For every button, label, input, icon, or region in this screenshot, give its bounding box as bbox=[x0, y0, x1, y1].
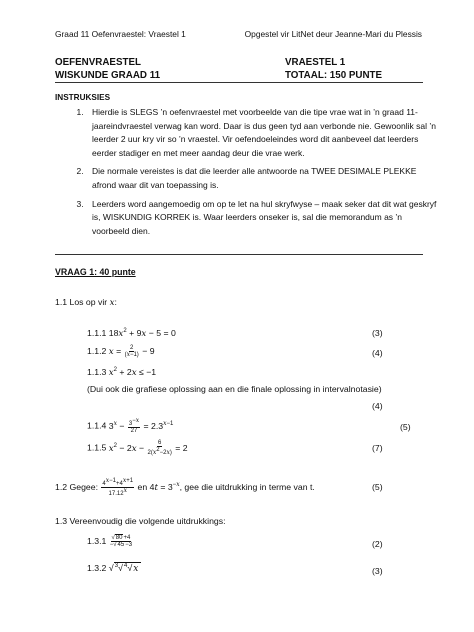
instructions-list bbox=[70, 106, 438, 243]
question-1-1-3-note: (Dui ook die grafiese oplossing aan en die finale oplossing in intervalnotasie) bbox=[87, 384, 382, 394]
instruction-item: 1. Hierdie is SLEGS ’n oefenvraestel met voorbeelde van die tipe vrae wat in ’n graad 11-jaareindvraestel verwag kan word. Daar is dus geen tyd aan verbonde nie. Gewoonlik sal ’n leerder 2 uur kry vir so ’n vraestel. Vir oefendoeleindes word dit aanbeveel dat leerders eerder stadiger en met meer aandag deur die vrae werk. bbox=[86, 106, 438, 160]
equation: $3^x$ − $\frac{3^{-x}}{27}$ = $2.3^{x-1}$ bbox=[108, 417, 174, 435]
inequality: $x^2 + 2x \le -1$ bbox=[108, 367, 157, 378]
title-vraestel: VRAESTEL 1 bbox=[285, 57, 346, 68]
equation: $x^2 - 2x$ − $\frac{6}{2(x^2-2x)}$ = 2 bbox=[108, 440, 188, 457]
page-header bbox=[55, 28, 422, 41]
expression: √$^3$√$^4$√x bbox=[109, 562, 142, 573]
instructions-heading: INSTRUKSIES bbox=[55, 93, 111, 102]
title-oefenvraestel: OEFENVRAESTEL bbox=[55, 57, 142, 68]
mark-1-1-4: (5) bbox=[400, 422, 411, 432]
title-subject: WISKUNDE GRAAD 11 bbox=[55, 70, 161, 82]
question-1-1-4: 1.1.4 $3^x$ − $\frac{3^{-x}}{27}$ = $2.3^{x-1}$ bbox=[87, 417, 174, 435]
question-1-3-2: 1.3.2 √$^3$√$^4$√x bbox=[87, 562, 141, 577]
question-1-1-3: 1.1.3 $x^2 + 2x \le -1$ bbox=[87, 367, 157, 378]
instruction-item: 3. Leerders word aangemoedig om op te let na hul skryfwyse – maak seker dat dit wat geskryf is, WISKUNDIG KORREK is. Waar leerders onseker is, sal die memorandum as ’n voorbeeld dien. bbox=[86, 198, 438, 239]
substitution: $4t = 3^{-x}$ bbox=[149, 481, 180, 494]
equation: $18x^2 + 9x - 5 = 0$ bbox=[108, 328, 176, 339]
question-1-3-1: 1.3.1 $\frac{√80+4}{-√45-3}$ bbox=[87, 535, 133, 549]
paper-titles bbox=[55, 56, 422, 82]
question-1-1: 1.1 Los op vir x: bbox=[55, 297, 117, 308]
question-1-1-2: 1.1.2 x = $\frac{2}{(x-1)}$ − 9 bbox=[87, 345, 155, 359]
question-1-1-5: 1.1.5 $x^2 - 2x$ − $\frac{6}{2(x^2-2x)}$ = 2 bbox=[87, 440, 188, 457]
mark-1-1-3: (4) bbox=[372, 401, 383, 411]
instruction-item: 2. Die normale vereistes is dat die leerder alle antwoorde na TWEE DESIMALE PLEKKE afrond waar dit van toepassing is. bbox=[86, 165, 438, 192]
mark-1-3-1: (2) bbox=[372, 539, 383, 549]
mark-1-3-2: (3) bbox=[372, 566, 383, 576]
title-total: TOTAAL: 150 PUNTE bbox=[285, 70, 383, 82]
expression: $\frac{√80+4}{-√45-3}$ bbox=[109, 535, 133, 549]
mark-1-1-1: (3) bbox=[372, 328, 383, 338]
mark-1-1-2: (4) bbox=[372, 348, 383, 358]
equation: x = $\frac{2}{(x-1)}$ − 9 bbox=[108, 345, 155, 359]
title-divider bbox=[55, 82, 423, 83]
header-right: Opgestel vir LitNet deur Jeanne-Mari du Plessis bbox=[244, 29, 422, 39]
header-left: Graad 11 Oefenvraestel: Vraestel 1 bbox=[55, 29, 186, 39]
question-1-3: 1.3 Vereenvoudig die volgende uitdrukkings: bbox=[55, 516, 226, 526]
mark-1-1-5: (7) bbox=[372, 443, 383, 453]
section-divider bbox=[55, 254, 423, 255]
expression: $\frac{4^{x-1}+4^{x+1}}{17.12^x}$ bbox=[102, 477, 134, 498]
question-1-2: 1.2 Gegee: $\frac{4^{x-1}+4^{x+1}}{17.12^x}$ en $4t = 3^{-x}$, gee die uitdrukking in terme van t. bbox=[55, 477, 315, 498]
mark-1-2: (5) bbox=[372, 482, 383, 492]
question-1-1-1: 1.1.1 $18x^2 + 9x - 5 = 0$ bbox=[87, 328, 176, 339]
question-1-heading: VRAAG 1: 40 punte bbox=[55, 267, 136, 277]
